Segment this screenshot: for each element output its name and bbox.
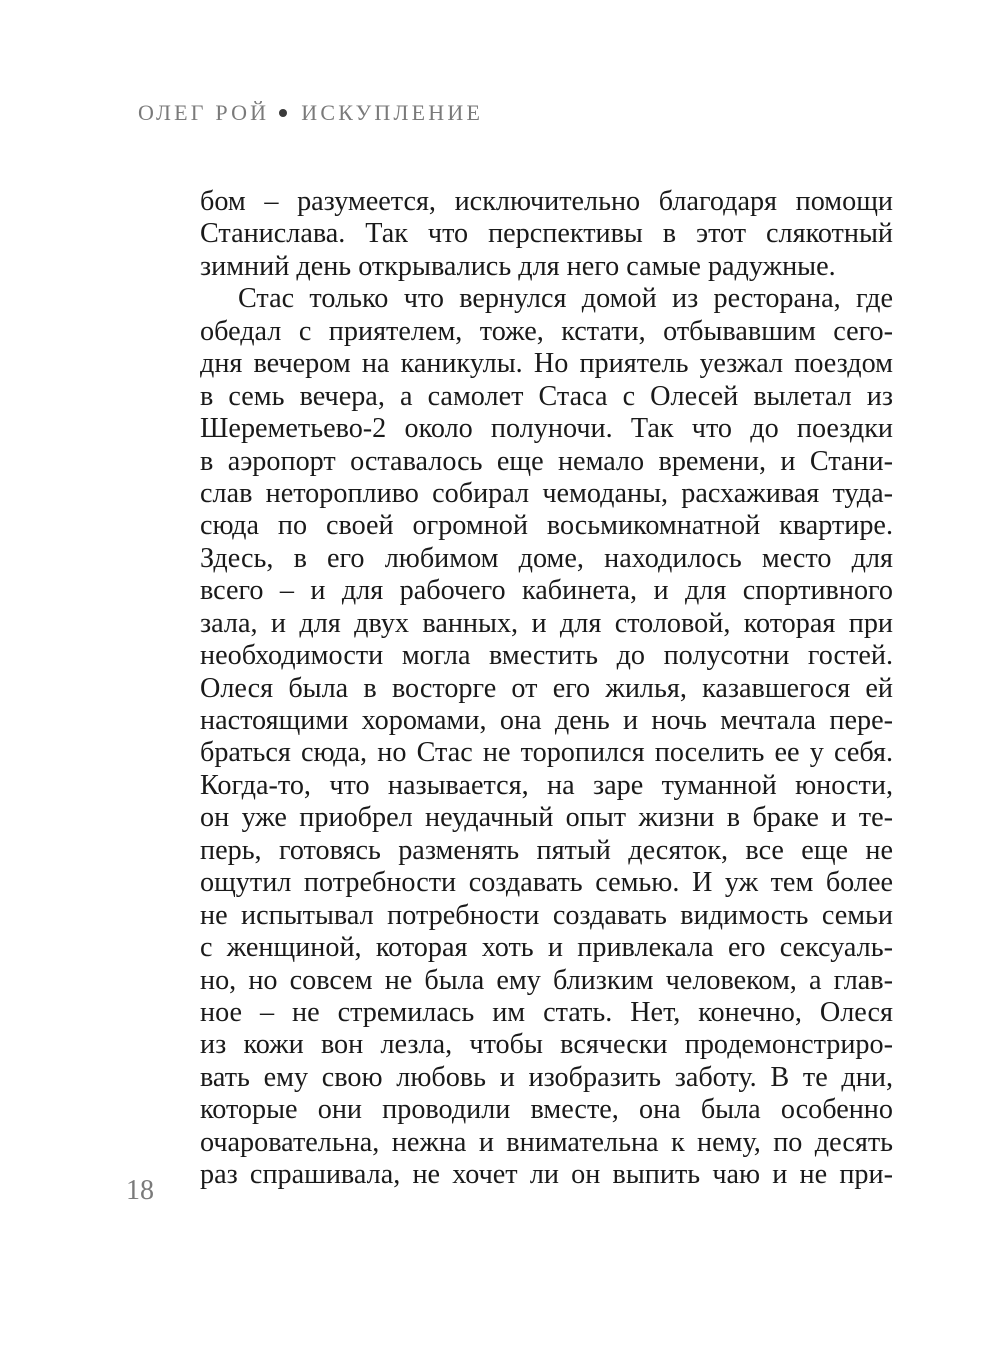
bullet-separator-icon bbox=[279, 109, 287, 117]
text-line: Станислава. Так что перспективы в этот слякотный bbox=[200, 218, 893, 250]
text-line: не испытывал потребности создавать видимость семьи bbox=[200, 899, 893, 931]
text-line: зимний день открывались для него самые радужные. bbox=[200, 250, 836, 282]
text-line: Олеся была в восторге от его жилья, казавшегося ей bbox=[200, 672, 893, 704]
text-line: Стас только что вернулся домой из ресторана, где bbox=[238, 283, 893, 315]
text-line: ное – не стремилась им стать. Нет, конечно, Олеся bbox=[200, 996, 893, 1028]
text-line: он уже приобрел неудачный опыт жизни в браке и те- bbox=[200, 802, 893, 834]
text-line: необходимости могла вместить до полусотни гостей. bbox=[200, 640, 893, 672]
text-line: дня вечером на каникулы. Но приятель уезжал поездом bbox=[200, 348, 893, 380]
text-line: очаровательна, нежна и внимательна к нему, по десять bbox=[200, 1126, 893, 1158]
text-line: ощутил потребности создавать семью. И уж тем более bbox=[200, 867, 893, 899]
body-text bbox=[200, 186, 893, 1192]
header-author: ОЛЕГ РОЙ bbox=[138, 100, 270, 125]
text-line: Когда-то, что называется, на заре туманной юности, bbox=[200, 769, 893, 801]
text-line: из кожи вон лезла, чтобы всячески продемонстриро- bbox=[200, 1029, 893, 1061]
text-line: браться сюда, но Стас не торопился поселить ее у себя. bbox=[200, 737, 893, 769]
text-line: вать ему свою любовь и изобразить заботу. В те дни, bbox=[200, 1061, 893, 1093]
text-line: слав неторопливо собирал чемоданы, расхаживая туда- bbox=[200, 477, 893, 509]
header-book-title: ИСКУПЛЕНИЕ bbox=[301, 100, 484, 125]
text-line: сюда по своей огромной восьмикомнатной квартире. bbox=[200, 510, 893, 542]
text-line: в аэропорт оставалось еще немало времени, и Стани- bbox=[200, 445, 893, 477]
text-line: обедал с приятелем, тоже, кстати, отбывавшим сего- bbox=[200, 315, 893, 347]
text-line: Здесь, в его любимом доме, находилось место для bbox=[200, 542, 893, 574]
text-line: раз спрашивала, не хочет ли он выпить чаю и не при- bbox=[200, 1159, 893, 1191]
text-line: настоящими хоромами, она день и ночь мечтала пере- bbox=[200, 705, 893, 736]
page-number: 18 bbox=[126, 1175, 154, 1206]
text-line: Шереметьево-2 около полуночи. Так что до поездки bbox=[200, 413, 893, 445]
text-line: но, но совсем не была ему близким человеком, а глав- bbox=[200, 964, 893, 996]
text-line: всего – и для рабочего кабинета, и для спортивного bbox=[200, 575, 893, 607]
text-line: перь, готовясь разменять пятый десяток, все еще не bbox=[200, 834, 893, 866]
text-line: которые они проводили вместе, она была особенно bbox=[200, 1094, 893, 1126]
running-head bbox=[138, 100, 483, 126]
text-line: в семь вечера, а самолет Стаса с Олесей вылетал из bbox=[200, 380, 893, 412]
text-line: с женщиной, которая хоть и привлекала его сексуаль- bbox=[200, 932, 893, 964]
text-line: бом – разумеется, исключительно благодаря помощи bbox=[200, 186, 893, 217]
text-line: зала, и для двух ванных, и для столовой, которая при bbox=[200, 607, 893, 639]
